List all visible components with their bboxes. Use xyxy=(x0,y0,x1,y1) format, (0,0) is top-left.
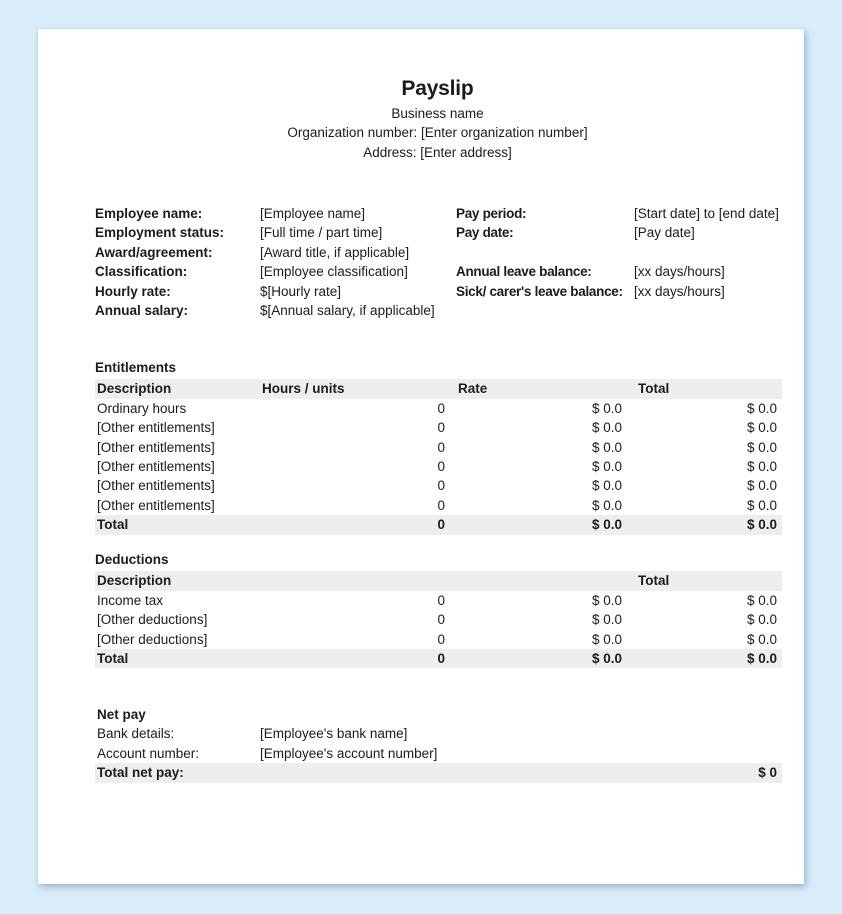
cell-rate[interactable]: $ 0.0 xyxy=(591,439,622,455)
header-description: Description xyxy=(97,381,172,397)
annual-leave-balance-value[interactable]: [xx days/hours] xyxy=(634,264,725,280)
table-row xyxy=(95,438,782,457)
cell-description[interactable]: Ordinary hours xyxy=(97,400,187,416)
total-rate[interactable]: $ 0.0 xyxy=(591,650,622,666)
cell-rate[interactable]: $ 0.0 xyxy=(591,400,622,416)
entitlements-header-row xyxy=(95,379,782,398)
cell-total[interactable]: $ 0.0 xyxy=(746,497,777,513)
annual-salary-row xyxy=(95,301,450,320)
pay-period-label: Pay period: xyxy=(456,206,527,221)
hourly-rate-row xyxy=(95,282,450,301)
cell-total[interactable]: $ 0.0 xyxy=(746,400,777,416)
deductions-total-row xyxy=(95,649,782,668)
payslip-document xyxy=(38,29,804,884)
table-row xyxy=(95,457,782,476)
total-label: Total xyxy=(97,650,129,666)
cell-hours-units[interactable]: 0 xyxy=(437,458,445,474)
hourly-rate-value[interactable]: $[Hourly rate] xyxy=(260,283,342,299)
deductions-section xyxy=(95,550,782,668)
award-agreement-value[interactable]: [Award title, if applicable] xyxy=(260,244,410,260)
cell-rate[interactable]: $ 0.0 xyxy=(591,612,622,628)
cell-hours-units[interactable]: 0 xyxy=(437,400,445,416)
total-rate[interactable]: $ 0.0 xyxy=(591,517,622,533)
organization-number-line[interactable]: Organization number: [Enter organization number] xyxy=(287,125,588,141)
table-row xyxy=(95,496,782,515)
award-agreement-label: Award/agreement: xyxy=(95,244,213,260)
table-row xyxy=(95,399,782,418)
business-name[interactable]: Business name xyxy=(391,106,484,121)
pay-period-value[interactable]: [Start date] to [end date] xyxy=(634,206,779,221)
page-title: Payslip xyxy=(401,77,474,100)
table-row xyxy=(95,476,782,495)
pay-details-block xyxy=(456,204,786,301)
total-units[interactable]: 0 xyxy=(437,650,445,666)
cell-rate[interactable]: $ 0.0 xyxy=(591,497,622,513)
header-rate: Rate xyxy=(458,381,488,397)
cell-total[interactable]: $ 0.0 xyxy=(746,439,777,455)
pay-period-row xyxy=(456,204,786,223)
account-number-value[interactable]: [Employee's account number] xyxy=(260,745,438,761)
cell-rate[interactable]: $ 0.0 xyxy=(591,592,622,608)
employment-status-value[interactable]: [Full time / part time] xyxy=(260,225,383,241)
employee-name-value[interactable]: [Employee name] xyxy=(260,206,366,221)
deductions-title: Deductions xyxy=(95,552,169,567)
annual-salary-label: Annual salary: xyxy=(95,303,189,319)
sick-leave-balance-label: Sick/ carer's leave balance: xyxy=(456,283,623,299)
cell-description[interactable]: [Other entitlements] xyxy=(97,420,215,436)
annual-leave-balance-row xyxy=(456,262,786,281)
cell-description[interactable]: [Other entitlements] xyxy=(97,497,215,513)
table-row xyxy=(95,630,782,649)
total-net-pay-label: Total net pay: xyxy=(97,765,184,781)
table-row xyxy=(95,591,782,610)
pay-date-value[interactable]: [Pay date] xyxy=(634,225,695,241)
bank-details-label: Bank details: xyxy=(97,726,175,742)
cell-description[interactable]: Income tax xyxy=(97,592,164,608)
employment-status-label: Employment status: xyxy=(95,225,225,241)
cell-rate[interactable]: $ 0.0 xyxy=(591,631,622,647)
document-header xyxy=(95,74,780,162)
header-hours-units: Hours / units xyxy=(262,381,345,397)
cell-units[interactable]: 0 xyxy=(437,631,445,647)
award-agreement-row xyxy=(95,243,450,262)
total-net-pay-value[interactable]: $ 0 xyxy=(758,765,777,781)
cell-description[interactable]: [Other deductions] xyxy=(97,612,208,628)
cell-total[interactable]: $ 0.0 xyxy=(746,612,777,628)
employee-details-block xyxy=(95,204,450,320)
header-description: Description xyxy=(97,573,172,589)
account-number-label: Account number: xyxy=(97,745,200,761)
classification-value[interactable]: [Employee classification] xyxy=(260,264,408,280)
bank-details-row xyxy=(95,724,782,743)
net-pay-section xyxy=(95,705,782,783)
deductions-header-row xyxy=(95,571,782,590)
cell-hours-units[interactable]: 0 xyxy=(437,478,445,494)
hourly-rate-label: Hourly rate: xyxy=(95,283,171,299)
annual-leave-balance-label: Annual leave balance: xyxy=(456,264,592,280)
cell-rate[interactable]: $ 0.0 xyxy=(591,420,622,436)
classification-row xyxy=(95,262,450,281)
net-pay-title: Net pay xyxy=(97,707,146,722)
account-number-row xyxy=(95,744,782,763)
total-hours-units[interactable]: 0 xyxy=(437,517,445,533)
entitlements-title: Entitlements xyxy=(95,360,177,375)
spacer-row xyxy=(456,243,786,262)
cell-total[interactable]: $ 0.0 xyxy=(746,458,777,474)
cell-description[interactable]: [Other deductions] xyxy=(97,631,208,647)
cell-rate[interactable]: $ 0.0 xyxy=(591,478,622,494)
classification-label: Classification: xyxy=(95,264,188,280)
cell-total[interactable]: $ 0.0 xyxy=(746,420,777,436)
sick-leave-balance-value[interactable]: [xx days/hours] xyxy=(634,283,725,299)
cell-units[interactable]: 0 xyxy=(437,612,445,628)
cell-description[interactable]: [Other entitlements] xyxy=(97,458,215,474)
address-line[interactable]: Address: [Enter address] xyxy=(363,144,512,160)
total-label: Total xyxy=(97,517,129,533)
cell-hours-units[interactable]: 0 xyxy=(437,497,445,513)
cell-description[interactable]: [Other entitlements] xyxy=(97,478,215,494)
cell-rate[interactable]: $ 0.0 xyxy=(591,458,622,474)
total-total[interactable]: $ 0.0 xyxy=(746,517,777,533)
pay-date-label: Pay date: xyxy=(456,225,514,241)
cell-hours-units[interactable]: 0 xyxy=(437,439,445,455)
header-total: Total xyxy=(638,573,670,589)
cell-description[interactable]: [Other entitlements] xyxy=(97,439,215,455)
cell-units[interactable]: 0 xyxy=(437,592,445,608)
employment-status-row xyxy=(95,223,450,242)
header-total: Total xyxy=(638,381,670,397)
pay-date-row xyxy=(456,223,786,242)
entitlements-total-row xyxy=(95,515,782,534)
bank-details-value[interactable]: [Employee's bank name] xyxy=(260,726,408,742)
total-total[interactable]: $ 0.0 xyxy=(746,650,777,666)
cell-total[interactable]: $ 0.0 xyxy=(746,478,777,494)
sick-leave-balance-row xyxy=(456,282,786,301)
entitlements-section xyxy=(95,358,782,535)
table-row xyxy=(95,418,782,437)
employee-name-row xyxy=(95,204,450,223)
employee-name-label: Employee name: xyxy=(95,206,203,221)
table-row xyxy=(95,610,782,629)
cell-hours-units[interactable]: 0 xyxy=(437,420,445,436)
cell-total[interactable]: $ 0.0 xyxy=(746,631,777,647)
entitlements-table xyxy=(95,379,782,534)
total-net-pay-row xyxy=(95,763,782,782)
cell-total[interactable]: $ 0.0 xyxy=(746,592,777,608)
deductions-table xyxy=(95,571,782,668)
annual-salary-value[interactable]: $[Annual salary, if applicable] xyxy=(260,303,435,319)
